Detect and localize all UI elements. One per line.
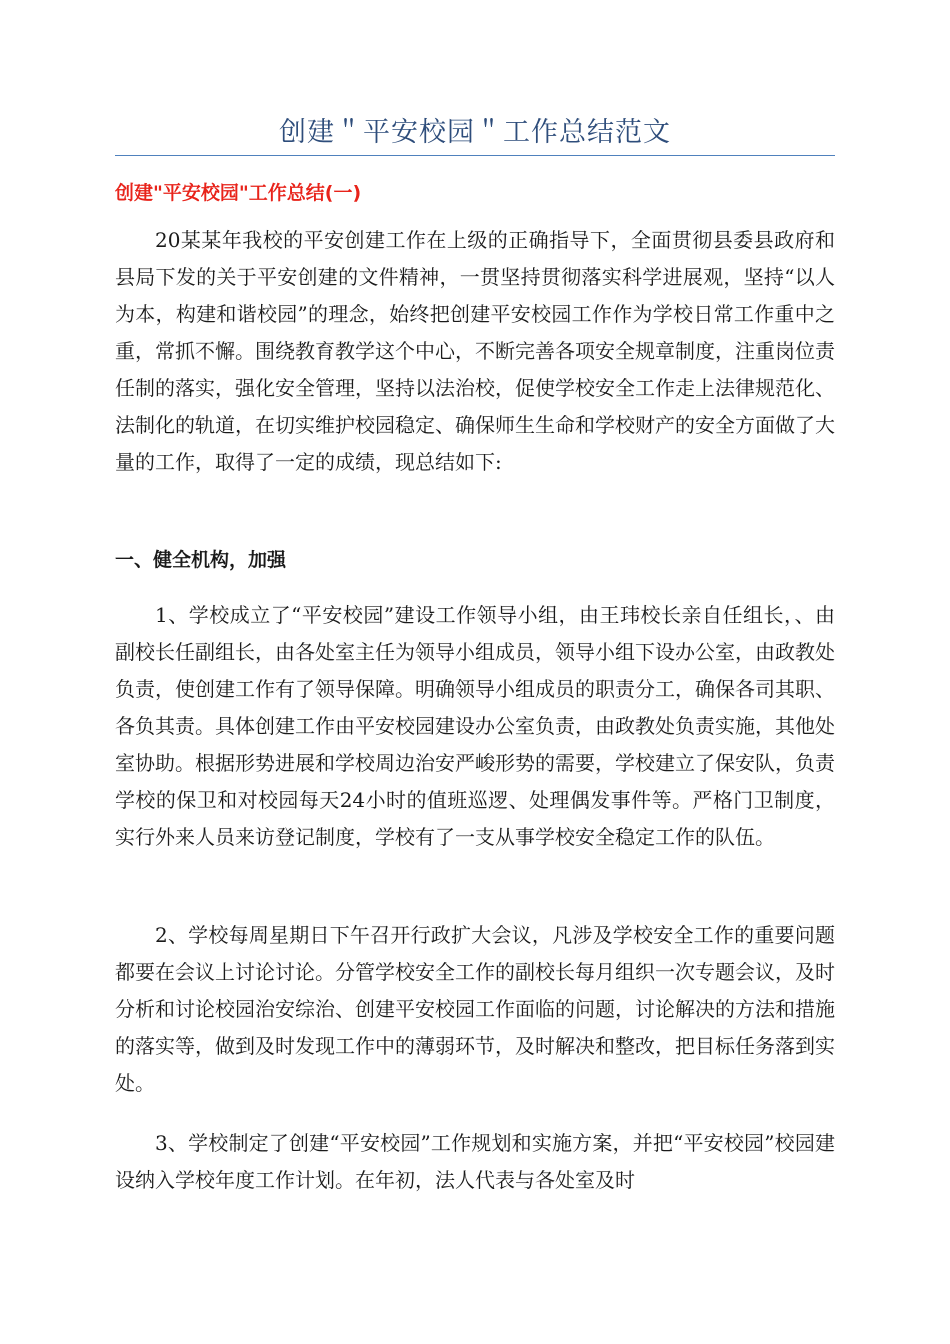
paragraph-1: 1、学校成立了“平安校园”建设工作领导小组，由王玮校长亲自任组长，、由副校长任副组长，由各处室主任为领导小组成员，领导小组下设办公室，由政教处负责，使创建工作有了领导保障。明确领导小组成员的职责分工，确保各司其职、各负其责。具体创建工作由平安校园建设办公室负责，由政教处负责实施，其他处室协助。根据形势进展和学校周边治安严峻形势的需要，学校建立了保安队，负责学校的保卫和对校园每天24小时的值班巡逻、处理偶发事件等。严格门卫制度，实行外来人员来访登记制度，学校有了一支从事学校安全稳定工作的队伍。 bbox=[115, 603, 835, 849]
title-underline bbox=[115, 155, 835, 156]
paragraph-3: 3、学校制定了创建“平安校园”工作规划和实施方案，并把“平安校园”校园建设纳入学校年度工作计划。在年初，法人代表与各处室及时 bbox=[115, 1131, 835, 1192]
section-heading: 创建"平安校园"工作总结(一) bbox=[115, 182, 362, 204]
subheading-establish-organization: 一、健全机构，加强 bbox=[115, 549, 287, 571]
intro-paragraph: 20某某年我校的平安创建工作在上级的正确指导下，全面贯彻县委县政府和县局下发的关于平安创建的文件精神，一贯坚持贯彻落实科学进展观，坚持“以人为本，构建和谐校园”的理念，始终把创建平安校园工作作为学校日常工作重中之重，常抓不懈。围绕教育教学这个中心，不断完善各项安全规章制度，注重岗位责任制的落实，强化安全管理，坚持以法治校，促使学校安全工作走上法律规范化、法制化的轨道，在切实维护校园稳定、确保师生生命和学校财产的安全方面做了大量的工作，取得了一定的成绩，现总结如下: bbox=[115, 228, 835, 474]
paragraph-2: 2、学校每周星期日下午召开行政扩大会议，凡涉及学校安全工作的重要问题都要在会议上讨论讨论。分管学校安全工作的副校长每月组织一次专题会议，及时分析和讨论校园治安综治、创建平安校园工作面临的问题，讨论解决的方法和措施的落实等，做到及时发现工作中的薄弱环节，及时解决和整改，把目标任务落到实处。 bbox=[115, 923, 835, 1095]
document-title: 创建＂平安校园＂工作总结范文 bbox=[279, 117, 671, 148]
